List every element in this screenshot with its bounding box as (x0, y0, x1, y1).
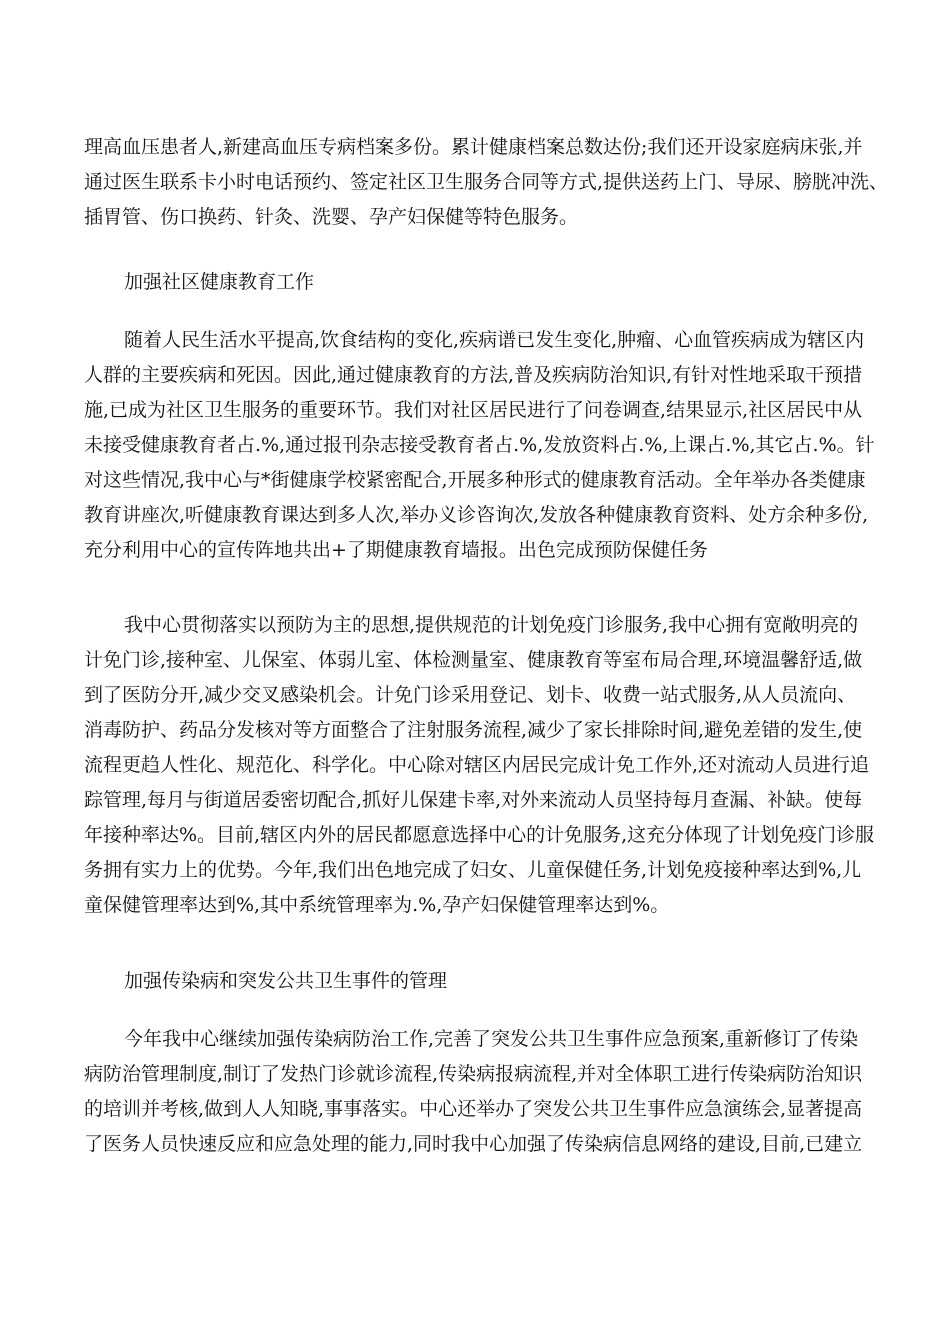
paragraph-line: 童保健管理率达到%,其中系统管理率为.%,孕产妇保健管理率达到%。 (84, 894, 670, 916)
paragraph-line: 年接种率达%。目前,辖区内外的居民都愿意选择中心的计免服务,这充分体现了计划免疫门诊服 (84, 824, 875, 846)
paragraph-line: 通过医生联系卡小时电话预约、签定社区卫生服务合同等方式,提供送药上门、导尿、膀胱冲洗、 (84, 171, 889, 193)
paragraph-line: 充分利用中心的宣传阵地共出+了期健康教育墙报。出色完成预防保健任务 (84, 539, 708, 561)
paragraph-line: 到了医防分开,减少交叉感染机会。计免门诊采用登记、划卡、收费一站式服务,从人员流向、 (84, 684, 857, 706)
paragraph-line: 教育讲座次,听健康教育课达到多人次,举办义诊咨询次,发放各种健康教育资料、处方余种多份, (84, 504, 869, 526)
paragraph-line: 人群的主要疾病和死因。因此,通过健康教育的方法,普及疾病防治知识,有针对性地采取干预措 (84, 364, 863, 386)
paragraph-immunization (84, 608, 914, 923)
paragraph-line: 病防治管理制度,制订了发热门诊就诊流程,传染病报病流程,并对全体职工进行传染病防治知识 (84, 1063, 863, 1085)
section-heading: 加强传染病和突发公共卫生事件的管理 (124, 970, 448, 992)
paragraph-line: 理高血压患者人,新建高血压专病档案多份。累计健康档案总数达份;我们还开设家庭病床张,并 (84, 136, 863, 158)
paragraph-infectious-disease (84, 1022, 914, 1162)
paragraph-line: 踪管理,每月与街道居委密切配合,抓好儿保建卡率,对外来流动人员坚持每月查漏、补缺。使每 (84, 789, 863, 811)
paragraph-line: 随着人民生活水平提高,饮食结构的变化,疾病谱已发生变化,肿瘤、心血管疾病成为辖区内 (124, 329, 865, 351)
paragraph-line: 施,已成为社区卫生服务的重要环节。我们对社区居民进行了问卷调查,结果显示,社区居民中从 (84, 399, 863, 421)
paragraph-line: 今年我中心继续加强传染病防治工作,完善了突发公共卫生事件应急预案,重新修订了传染 (124, 1028, 859, 1050)
paragraph-line: 了医务人员快速反应和应急处理的能力,同时我中心加强了传染病信息网络的建设,目前,已建立 (84, 1133, 863, 1155)
section-heading: 加强社区健康教育工作 (124, 271, 315, 293)
paragraph-line: 流程更趋人性化、规范化、科学化。中心除对辖区内居民完成计免工作外,还对流动人员进行追 (84, 754, 870, 776)
paragraph-line: 我中心贯彻落实以预防为主的思想,提供规范的计划免疫门诊服务,我中心拥有宽敞明亮的 (124, 614, 859, 636)
paragraph-line: 未接受健康教育者占.%,通过报刊杂志接受教育者占.%,发放资料占.%,上课占.%,其它占.%。针 (84, 434, 875, 456)
paragraph-health-education (84, 323, 914, 568)
paragraph-line: 对这些情况,我中心与*街健康学校紧密配合,开展多种形式的健康教育活动。全年举办各类健康 (84, 469, 866, 491)
paragraph-household-services (84, 130, 914, 235)
section-heading-infectious-disease (84, 964, 914, 999)
paragraph-line: 消毒防护、药品分发核对等方面整合了注射服务流程,减少了家长排除时间,避免差错的发生,使 (84, 719, 863, 741)
paragraph-line: 计免门诊,接种室、儿保室、体弱儿室、体检测量室、健康教育等室布局合理,环境温馨舒适,做 (84, 649, 863, 671)
paragraph-line: 插胃管、伤口换药、针灸、洗婴、孕产妇保健等特色服务。 (84, 206, 579, 228)
paragraph-line: 务拥有实力上的优势。今年,我们出色地完成了妇女、儿童保健任务,计划免疫接种率达到%,儿 (84, 859, 862, 881)
section-heading-health-education (84, 265, 914, 300)
paragraph-line: 的培训并考核,做到人人知晓,事事落实。中心还举办了突发公共卫生事件应急演练会,显著提高 (84, 1098, 863, 1120)
